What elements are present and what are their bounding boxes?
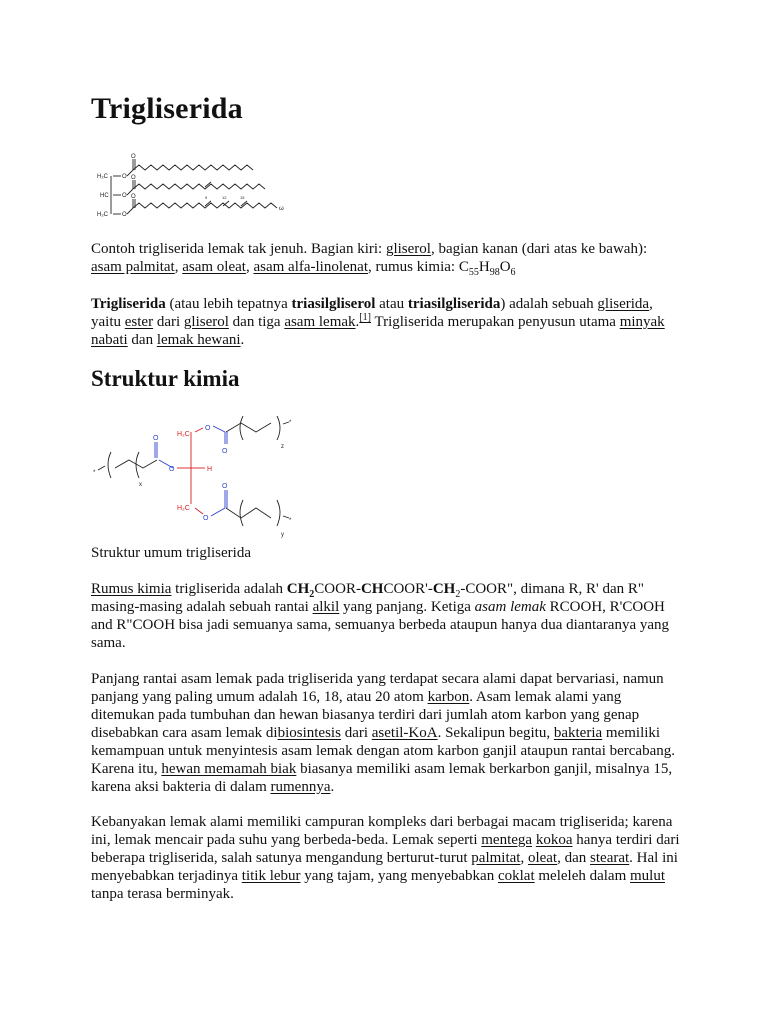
chain-length-paragraph: Panjang rantai asam lemak pada trigliserida yang terdapat secara alami dapat bervariasi, namun panjang yang paling umum adalah 16, 18, atau 20 atom karbon. Asam lemak alami yang ditemukan pada tumbuhan dan hewan biasanya terdiri dari jumlah atom karbon yang genap disebabkan cara asam lemak dibiosintesis dari asetil-KoA. Sekalipun begitu, bakteria memiliki kemampuan untuk menyintesis asam lemak dengan atom karbon ganjil ataupun rantai bercabang. Karena itu, hewan memamah biak biasanya memiliki asam lemak berkarbon ganjil, misalnya 15, karena aksi bakteria di dalam rumennya. [91, 671, 675, 795]
link-ester[interactable]: ester [124, 314, 154, 330]
link-gliserol[interactable]: gliserol [385, 241, 431, 257]
link-bakteria[interactable]: bakteria [553, 725, 603, 741]
h2c-label: H₂C [177, 505, 190, 512]
link-asam-palmitat[interactable]: asam palmitat [91, 259, 175, 275]
oxygen-label: O [131, 154, 136, 160]
position-15-label: 15 [240, 195, 245, 200]
link-asam-oleat[interactable]: asam oleat [182, 259, 246, 275]
oxygen-label: O [222, 448, 228, 455]
link-titik-lebur[interactable]: titik lebur [241, 868, 301, 884]
section-heading: Struktur kimia [91, 366, 240, 391]
figure-caption: Contoh trigliserida lemak tak jenuh. Bagian kiri: gliserol, bagian kanan (dari atas ke bawah): asam palmitat, asam oleat, asam alfa-linolenat, rumus kimia: $C_{55}H_{98}O_6$ [91, 241, 648, 278]
h2c-label: H₂C [97, 212, 108, 218]
link-kokoa[interactable]: kokoa [535, 832, 573, 848]
subscript-y-label: y [281, 532, 284, 538]
oxygen-label: O [153, 435, 159, 442]
omega-label: ω [279, 206, 284, 212]
oxygen-label: O [122, 193, 127, 199]
h2c-label: H₂C [97, 174, 108, 180]
oxygen-label: O [205, 425, 211, 432]
link-mentega[interactable]: mentega [481, 832, 533, 848]
link-asam-lemak[interactable]: asam lemak [284, 314, 356, 330]
link-alkil[interactable]: alkil [312, 599, 340, 615]
oxygen-label: O [203, 515, 209, 522]
subscript-z-label: z [281, 444, 284, 450]
link-biosintesis[interactable]: biosintesis [277, 725, 341, 741]
link-mulut[interactable]: mulut [630, 868, 666, 884]
link-karbon[interactable]: karbon [427, 689, 470, 705]
hydrogen-label: H [207, 466, 213, 473]
oxygen-label: O [122, 212, 127, 218]
position-9-label: 9 [205, 195, 208, 200]
chain-end-star: * [289, 518, 292, 524]
subscript-x-label: x [139, 482, 142, 488]
triglyceride-figure [91, 152, 291, 230]
reference-link[interactable]: [1] [359, 312, 371, 323]
link-gliserida[interactable]: gliserida [597, 296, 650, 312]
link-hewan-memamah-biak[interactable]: hewan memamah biak [161, 761, 297, 777]
link-gliserol[interactable]: gliserol [183, 314, 229, 330]
link-rumus-kimia[interactable]: Rumus kimia [91, 581, 172, 597]
link-oleat[interactable]: oleat [527, 850, 558, 866]
oxygen-label: O [169, 466, 175, 473]
link-palmitat[interactable]: palmitat [471, 850, 521, 866]
link-asetil-koa[interactable]: asetil-KoA [371, 725, 438, 741]
oxygen-label: O [122, 174, 127, 180]
link-lemak-hewani[interactable]: lemak hewani [156, 332, 241, 348]
link-minyak-nabati[interactable]: minyak nabati [91, 314, 665, 348]
intro-paragraph: Trigliserida (atau lebih tepatnya triasilgliserol atau triasilgliserida) adalah sebuah gliserida, yaitu ester dari gliserol dan tiga asam lemak.[1] Trigliserida merupakan penyusun utama minyak nabati dan lemak hewani. [91, 296, 665, 348]
formula-paragraph: Rumus kimia trigliserida adalah $CH_2COOR-CHCOOR'-CH_2$-COOR", dimana R, R' dan R" masing-masing adalah sebuah rantai alkil yang panjang. Ketiga asam lemak RCOOH, R'COOH and R"COOH bisa jadi semuanya sama, semuanya berbeda ataupun hanya dua diantaranya yang sama. [91, 581, 670, 651]
figure-caption: Struktur umum trigliserida [91, 545, 251, 561]
chain-end-star: * [93, 470, 96, 476]
link-coklat[interactable]: coklat [497, 868, 535, 884]
oxygen-label: O [131, 175, 136, 181]
link-asam-alfa-linolenat[interactable]: asam alfa-linolenat [253, 259, 368, 275]
chain-end-star: * [289, 420, 292, 426]
position-12-label: 12 [222, 195, 227, 200]
page-title: Trigliserida [91, 92, 243, 125]
link-rumennya[interactable]: rumennya [270, 779, 331, 795]
oxygen-label: O [131, 194, 136, 200]
h2c-label: H₂C [177, 431, 190, 438]
general-structure-figure [91, 408, 311, 544]
melting-paragraph: Kebanyakan lemak alami memiliki campuran kompleks dari berbagai macam trigliserida; karena ini, lemak mencair pada suhu yang berbeda-beda. Lemak seperti mentega kokoa hanya terdiri dari beberapa trigliserida, salah satunya mengandung berturut-turut palmitat, oleat, dan stearat. Hal ini menyebabkan terjadinya titik lebur yang tajam, yang menyebabkan coklat meleleh dalam mulut tanpa terasa berminyak. [91, 814, 680, 902]
link-stearat[interactable]: stearat [590, 850, 630, 866]
oxygen-label: O [222, 483, 228, 490]
hc-label: HC [100, 193, 109, 199]
